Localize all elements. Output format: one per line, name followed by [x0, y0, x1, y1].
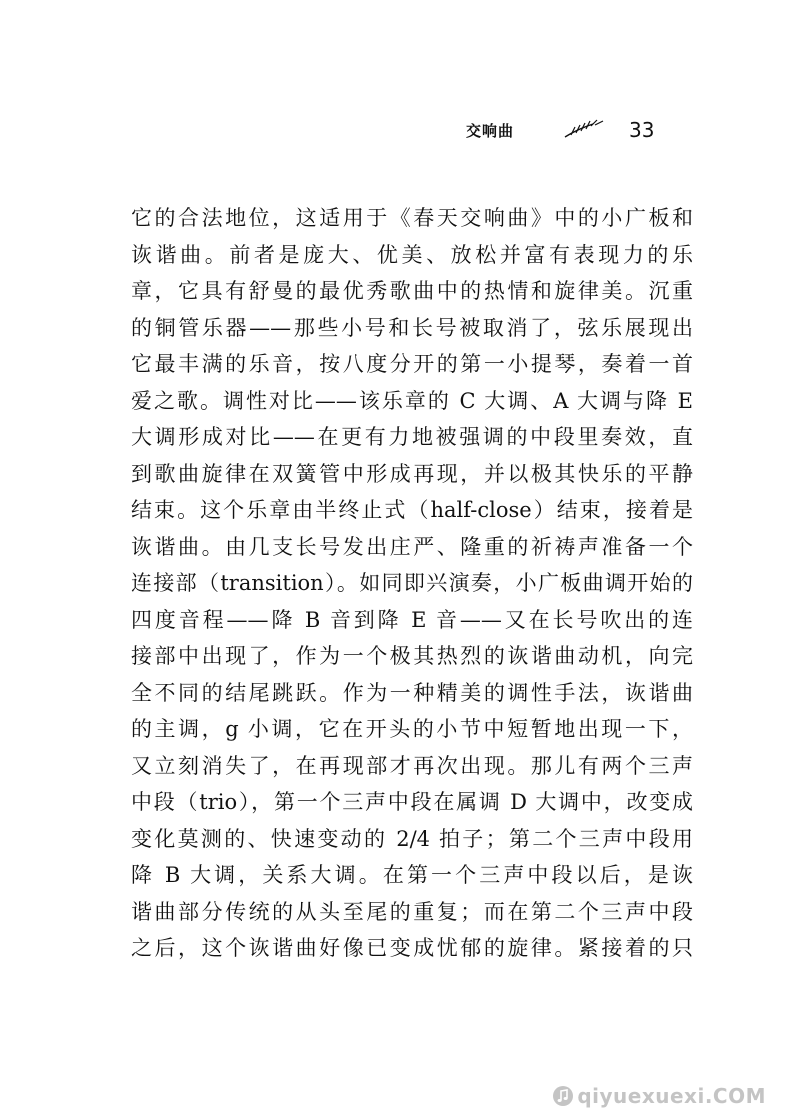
page-number: 33	[629, 118, 655, 142]
watermark	[552, 1084, 766, 1108]
text-line: 降 B 大调，关系大调。在第一个三声中段以后，是诙	[131, 863, 693, 887]
text-line: 接部中出现了，作为一个极其热烈的诙谐曲动机，向完	[131, 644, 693, 668]
text-line: 全不同的结尾跳跃。作为一种精美的调性手法，诙谐曲	[131, 680, 693, 705]
text-line: 之后，这个诙谐曲好像已变成忧郁的旋律。紧接着的只	[131, 936, 693, 960]
watermark-text: qiyuexuexi.COM	[577, 1084, 766, 1108]
text-line: 中段（trio），第一个三声中段在属调 D 大调中，改变成	[131, 790, 693, 814]
text-line: 结束。这个乐章由半终止式（half-close）结束，接着是	[131, 498, 693, 522]
body-text	[131, 200, 693, 967]
text-line: 变化莫测的、快速变动的 2/4 拍子；第二个三声中段用	[131, 826, 693, 851]
text-line: 的主调，g 小调，它在开头的小节中短暂地出现一下，	[131, 717, 693, 741]
text-line: 它的合法地位，这适用于《春天交响曲》中的小广板和	[131, 206, 693, 230]
text-line: 四度音程——降 B 音到降 E 音——又在长号吹出的连	[131, 607, 693, 632]
text-line: 连接部（transition）。如同即兴演奏，小广板曲调开始的	[131, 571, 693, 595]
text-line: 爱之歌。调性对比——该乐章的 C 大调、A 大调与降 E	[131, 388, 693, 413]
text-line: 诙谐曲。前者是庞大、优美、放松并富有表现力的乐	[131, 242, 693, 267]
music-note-icon	[552, 1085, 574, 1107]
text-line: 章，它具有舒曼的最优秀歌曲中的热情和旋律美。沉重	[131, 279, 693, 303]
text-line: 的铜管乐器——那些小号和长号被取消了，弦乐展现出	[131, 315, 693, 340]
ornament-icon	[563, 118, 607, 140]
text-line: 大调形成对比——在更有力地被强调的中段里奏效，直	[131, 425, 693, 449]
text-line: 到歌曲旋律在双簧管中形成再现，并以极其快乐的平静	[131, 461, 693, 486]
text-line: 谐曲部分传统的从头至尾的重复；而在第二个三声中段	[131, 899, 693, 924]
text-line: 它最丰满的乐音，按八度分开的第一小提琴，奏着一首	[131, 352, 693, 376]
running-header	[466, 118, 686, 148]
header-title: 交响曲	[466, 122, 515, 140]
text-line: 诙谐曲。由几支长号发出庄严、隆重的祈祷声准备一个	[131, 534, 693, 559]
text-line: 又立刻消失了，在再现部才再次出现。那儿有两个三声	[131, 753, 693, 778]
